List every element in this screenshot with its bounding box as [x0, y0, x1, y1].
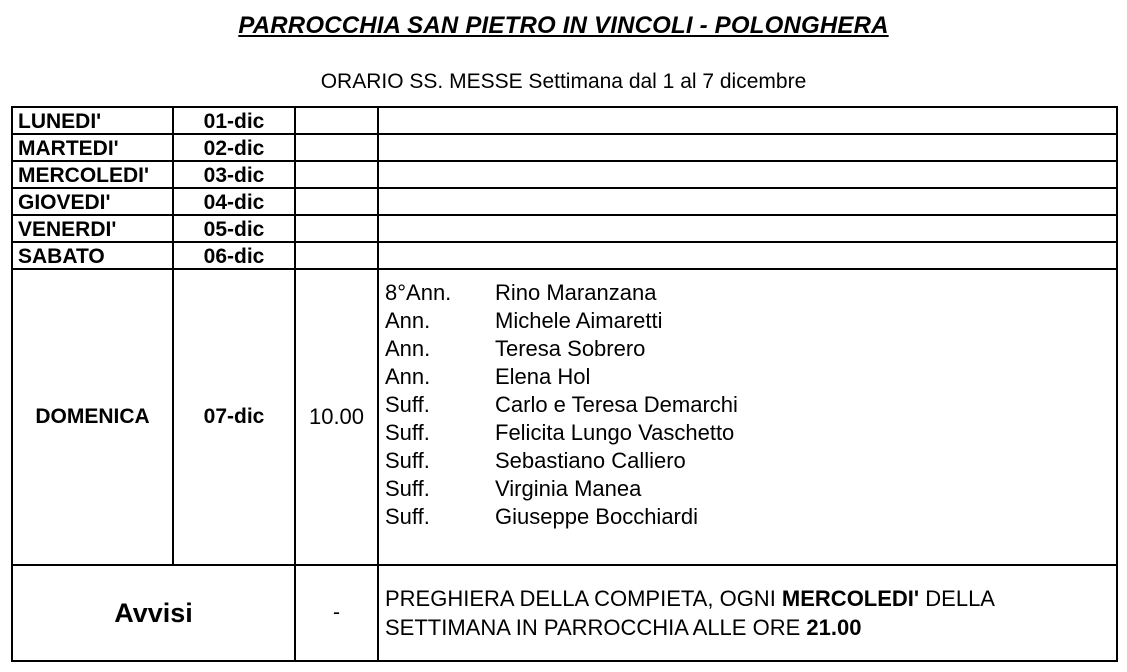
- time-cell: [295, 215, 378, 242]
- list-item: [385, 307, 1116, 335]
- time-cell: [295, 134, 378, 161]
- notes-cell: [378, 188, 1117, 215]
- notices-text-part: DELLA: [919, 586, 995, 611]
- notices-label: Avvisi: [12, 565, 295, 661]
- notes-cell: [378, 107, 1117, 134]
- time-cell: [295, 188, 378, 215]
- table-row: [12, 242, 1117, 269]
- day-cell: MERCOLEDI': [12, 161, 173, 188]
- list-item: [385, 419, 1116, 447]
- notices-text: [378, 565, 1117, 661]
- notices-text-part: SETTIMANA IN PARROCCHIA ALLE ORE: [385, 615, 807, 640]
- day-cell: VENERDI': [12, 215, 173, 242]
- mass-schedule-table: [11, 106, 1118, 662]
- intention-name: Sebastiano Calliero: [495, 448, 686, 473]
- notes-cell: [378, 161, 1117, 188]
- table-row: [12, 161, 1117, 188]
- sunday-row: [12, 269, 1117, 565]
- mass-time-cell: 10.00: [295, 269, 378, 565]
- date-cell: 04-dic: [173, 188, 295, 215]
- intention-name: Virginia Manea: [495, 476, 642, 501]
- notices-time-highlight: 21.00: [806, 615, 862, 640]
- intention-name: Teresa Sobrero: [495, 336, 646, 361]
- intention-type: Ann.: [385, 336, 431, 361]
- page-title: PARROCCHIA SAN PIETRO IN VINCOLI - POLONGHERA: [238, 12, 889, 39]
- date-cell: 07-dic: [173, 269, 295, 565]
- mass-intentions-list: [378, 269, 1117, 565]
- table-row: [12, 134, 1117, 161]
- intention-type: 8°Ann.: [385, 280, 452, 305]
- schedule-subtitle: ORARIO SS. MESSE Settimana dal 1 al 7 dicembre: [320, 70, 807, 93]
- day-cell: MARTEDI': [12, 134, 173, 161]
- table-row: [12, 215, 1117, 242]
- notices-dash: -: [295, 565, 378, 661]
- list-item: [385, 503, 1116, 531]
- date-cell: 05-dic: [173, 215, 295, 242]
- notices-text-part: PREGHIERA DELLA COMPIETA, OGNI: [385, 586, 782, 611]
- list-item: [385, 391, 1116, 419]
- day-cell: SABATO: [12, 242, 173, 269]
- time-cell: [295, 107, 378, 134]
- date-cell: 03-dic: [173, 161, 295, 188]
- table-row: [12, 107, 1117, 134]
- notices-row: [12, 565, 1117, 661]
- table-row: [12, 188, 1117, 215]
- list-item: [385, 335, 1116, 363]
- list-item: [385, 363, 1116, 391]
- intention-type: Suff.: [385, 476, 430, 501]
- date-cell: 01-dic: [173, 107, 295, 134]
- date-cell: 02-dic: [173, 134, 295, 161]
- intention-name: Elena Hol: [495, 364, 591, 389]
- intention-type: Ann.: [385, 308, 431, 333]
- intention-type: Suff.: [385, 504, 430, 529]
- intention-name: Giuseppe Bocchiardi: [495, 504, 699, 529]
- list-item: [385, 279, 1116, 307]
- intention-name: Michele Aimaretti: [495, 308, 663, 333]
- intention-name: Felicita Lungo Vaschetto: [495, 420, 735, 445]
- weekday-rows: [12, 107, 1117, 269]
- intention-type: Suff.: [385, 392, 430, 417]
- date-cell: 06-dic: [173, 242, 295, 269]
- intention-type: Suff.: [385, 448, 430, 473]
- notes-cell: [378, 134, 1117, 161]
- intention-name: Rino Maranzana: [495, 280, 657, 305]
- list-item: [385, 475, 1116, 503]
- intention-name: Carlo e Teresa Demarchi: [495, 392, 738, 417]
- notes-cell: [378, 242, 1117, 269]
- intention-type: Ann.: [385, 364, 431, 389]
- notes-cell: [378, 215, 1117, 242]
- notices-day-highlight: MERCOLEDI': [781, 586, 920, 611]
- time-cell: [295, 242, 378, 269]
- list-item: [385, 447, 1116, 475]
- day-cell: LUNEDI': [12, 107, 173, 134]
- day-cell: DOMENICA: [12, 269, 173, 565]
- day-cell: GIOVEDI': [12, 188, 173, 215]
- time-cell: [295, 161, 378, 188]
- intention-type: Suff.: [385, 420, 430, 445]
